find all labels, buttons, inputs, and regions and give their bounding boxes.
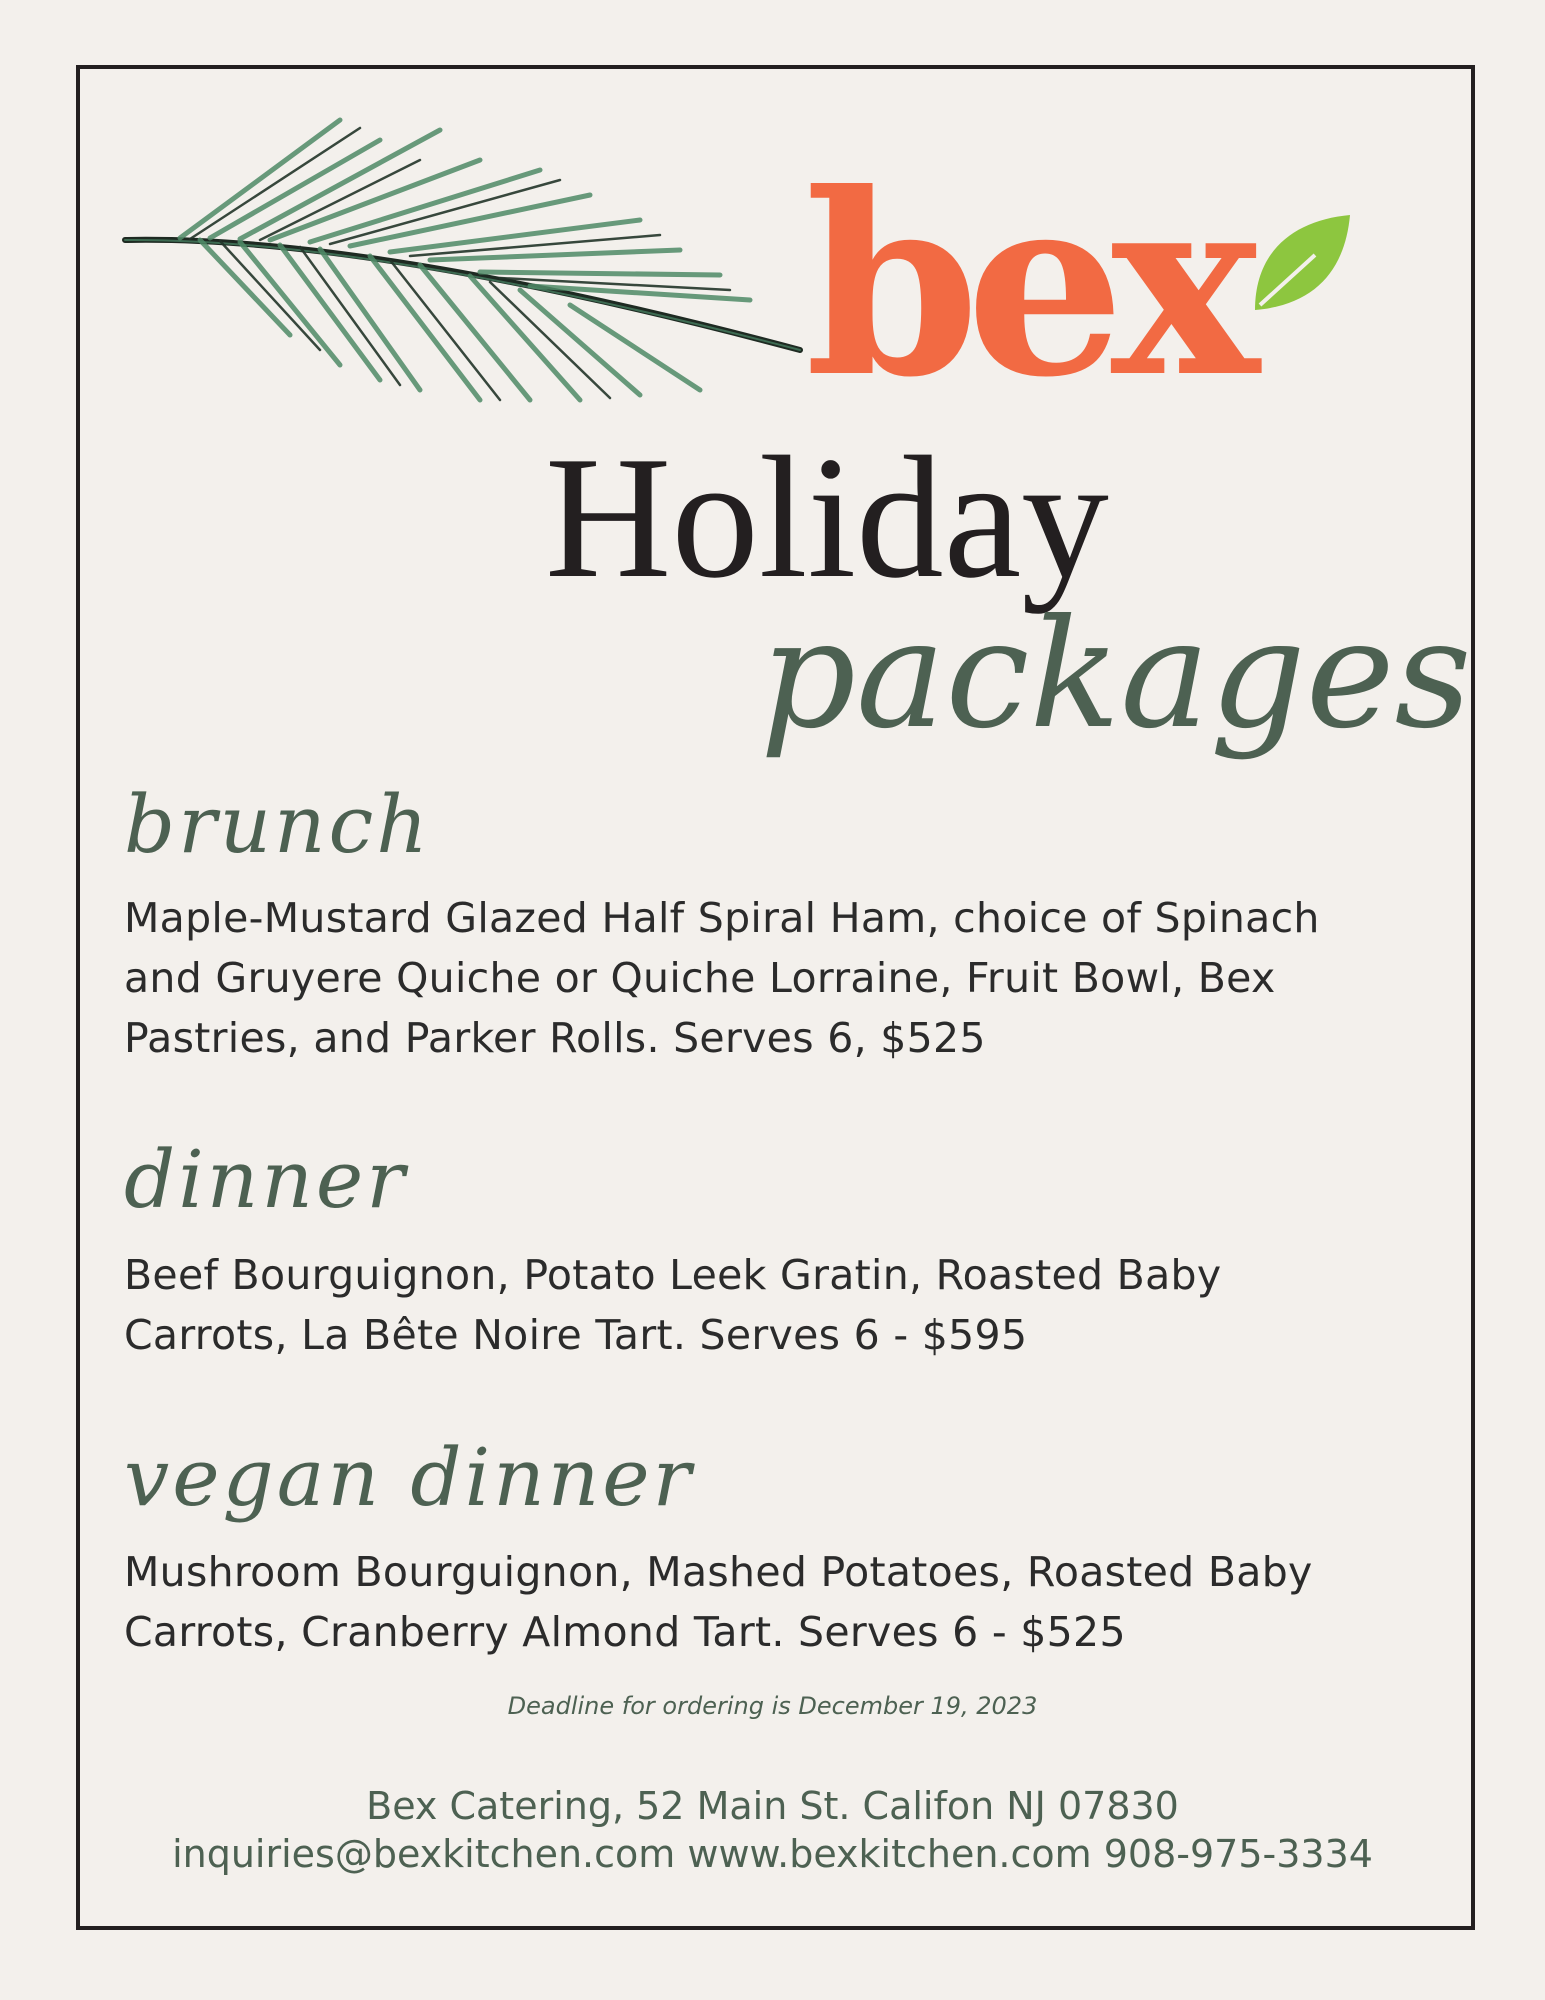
page-subtitle: packages [760, 588, 1472, 762]
bex-logo [805, 138, 1365, 432]
page-title: Holiday [545, 420, 1109, 614]
package-heading-brunch: brunch [124, 778, 431, 871]
order-deadline: Deadline for ordering is December 19, 2023 [507, 1692, 1038, 1720]
package-heading-vegan-dinner: vegan dinner [124, 1431, 694, 1524]
leaf-icon [1245, 210, 1355, 320]
logo-wordmark: bex [805, 138, 1246, 432]
contact-address: Bex Catering, 52 Main St. Califon NJ 07830 [366, 1784, 1179, 1828]
package-heading-dinner: dinner [124, 1133, 408, 1226]
package-description-vegan-dinner: Mushroom Bourguignon, Mashed Potatoes, Roasted Baby Carrots, Cranberry Almond Tart. Serves 6 - $525 [124, 1548, 1313, 1656]
contact-block [0, 1782, 1545, 1878]
package-description-brunch: Maple-Mustard Glazed Half Spiral Ham, choice of Spinach and Gruyere Quiche or Quiche Lorraine, Fruit Bowl, Bex Pastries, and Parker Rolls. Serves 6, $525 [124, 894, 1320, 1062]
pine-branch-illustration [120, 100, 820, 420]
package-description-dinner: Beef Bourguignon, Potato Leek Gratin, Roasted Baby Carrots, La Bête Noire Tart. Serves 6 - $595 [124, 1251, 1222, 1359]
contact-details: inquiries@bexkitchen.com www.bexkitchen.com 908-975-3334 [172, 1832, 1373, 1876]
